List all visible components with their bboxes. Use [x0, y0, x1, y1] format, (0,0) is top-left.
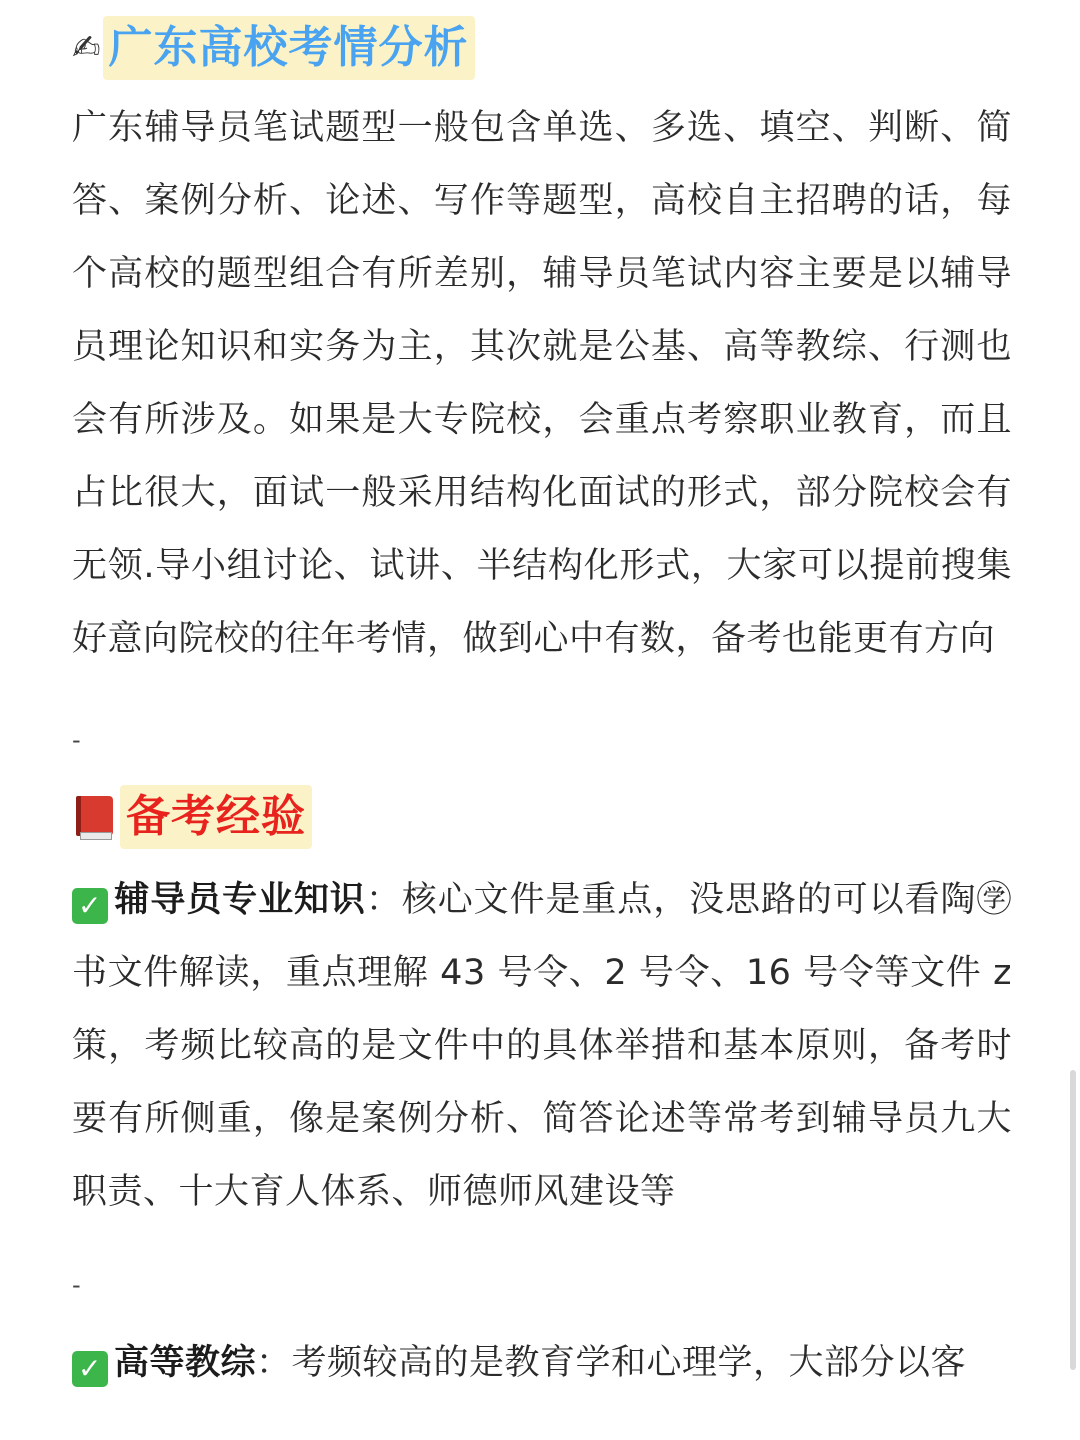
separator: -: [72, 726, 81, 754]
item-lead: 高等教综: [114, 1343, 257, 1383]
section-title: 广东高校考情分析: [103, 16, 475, 80]
section-heading-prep-experience: [72, 774, 1012, 860]
writing-hand-icon: ✍: [72, 28, 101, 68]
scrollbar[interactable]: [1070, 1070, 1076, 1370]
section-heading-exam-analysis: [72, 14, 1012, 82]
item-body: ：考频较高的是教育学和心理学，大部分以客: [256, 1343, 967, 1383]
item-body: ：核心文件是重点，没思路的可以看陶㊫书文件解读，重点理解 43 号令、2 号令、16 号令等文件 z 策，考频比较高的是文件中的具体举措和基本原则，备考时要有所侧重，像是案例分析、简答论述等常考到辅导员九大职责、十大育人体系、师德师风建设等: [72, 880, 1012, 1212]
note-content: [72, 14, 1012, 1400]
prep-item-counselor-knowledge: [72, 864, 1012, 1229]
check-mark-icon: ✓: [72, 1351, 108, 1387]
section-title: 备考经验: [120, 785, 312, 849]
check-mark-icon: ✓: [72, 888, 108, 924]
red-book-icon: [72, 794, 112, 840]
prep-item-higher-education: [72, 1327, 1012, 1400]
separator: -: [72, 1271, 81, 1299]
item-lead: 辅导员专业知识: [114, 880, 366, 920]
exam-analysis-paragraph: 广东辅导员笔试题型一般包含单选、多选、填空、判断、简答、案例分析、论述、写作等题型，高校自主招聘的话，每个高校的题型组合有所差别，辅导员笔试内容主要是以辅导员理论知识和实务为主，其次就是公基、高等教综、行测也会有所涉及。如果是大专院校，会重点考察职业教育，而且占比很大，面试一般采用结构化面试的形式，部分院校会有无领.导小组讨论、试讲、半结构化形式，大家可以提前搜集好意向院校的往年考情，做到心中有数，备考也能更有方向: [72, 108, 1012, 659]
